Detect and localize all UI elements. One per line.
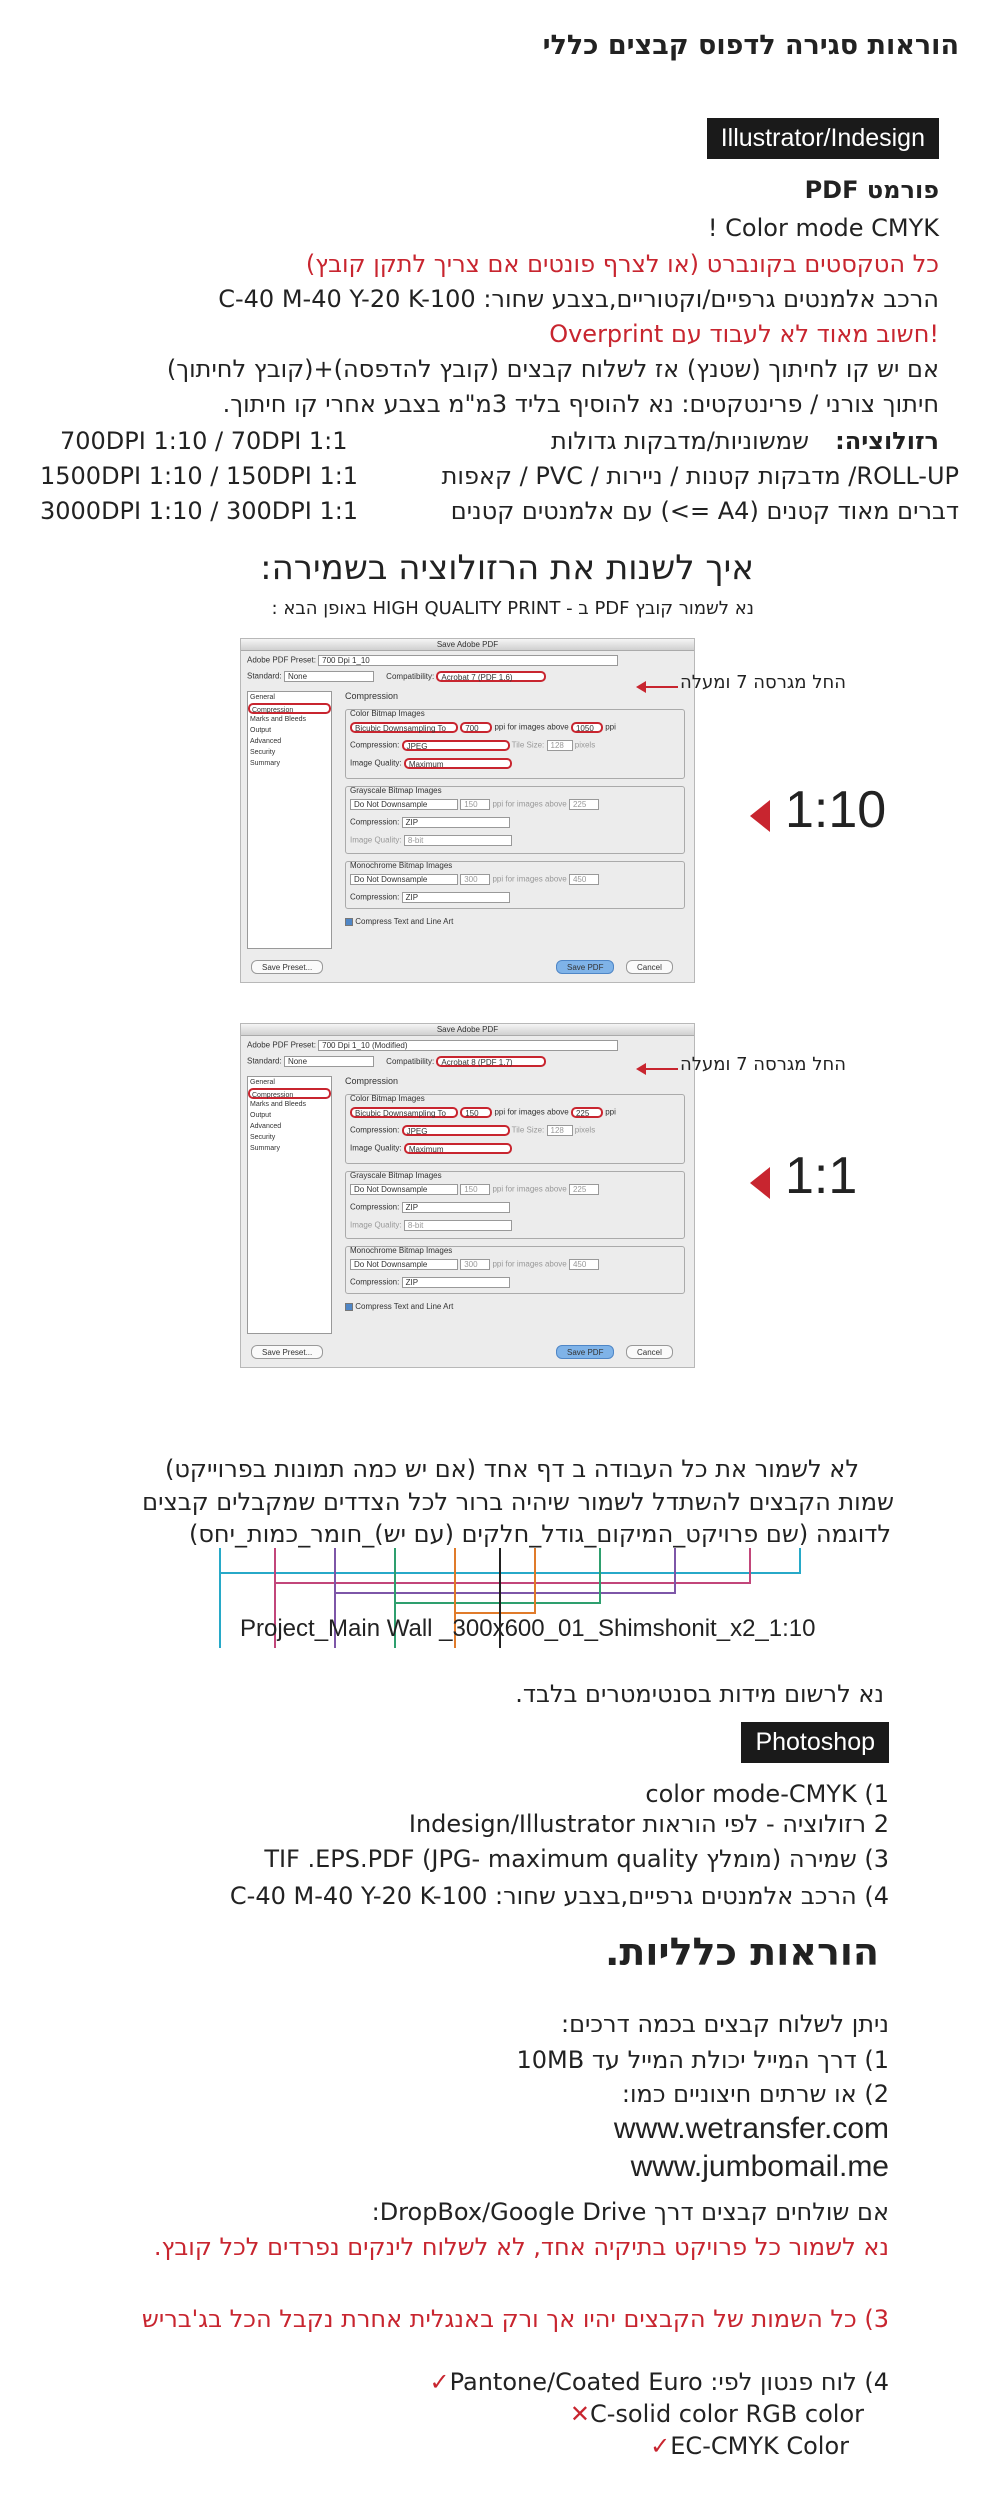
mono-compression-select[interactable]: ZIP [402,892,510,903]
panel-item-compression[interactable]: Compression [248,1088,331,1099]
monochrome-group [345,1246,685,1294]
grayscale-group [345,786,685,854]
compression-label: Compression: [350,1277,400,1287]
check-icon: ✓ [650,2432,671,2460]
pdf-format-line: פורמט PDF [804,176,939,204]
save-preset-button[interactable]: Save Preset... [251,1345,323,1359]
ec-text: EC-CMYK Color [670,2432,849,2460]
compress-checkbox[interactable] [345,918,353,926]
standard-select[interactable]: None [284,671,374,682]
panel-item[interactable]: Marks and Bleeds [250,716,307,723]
quality-label: Image Quality: [350,758,402,768]
how-to-change-heading: איך לשנות את הרזולוציה בשמירה: [260,548,754,588]
group-title: Color Bitmap Images [350,1094,425,1103]
monochrome-group [345,861,685,909]
ppi-label: ppi for images above [494,1107,569,1117]
connector-2 [275,1548,750,1583]
quality-select[interactable]: Maximum [404,758,512,769]
gray-downsample-select[interactable]: Do Not Downsample [350,1184,458,1195]
gray-downsample-select[interactable]: Do Not Downsample [350,799,458,810]
downsample-select[interactable]: Bicubic Downsampling To [350,722,458,733]
gray-ppi-above-input[interactable]: 225 [569,799,599,810]
quality-label: Image Quality: [350,835,402,845]
compat-note: החל מגרסה 7 ומעלה [680,672,846,693]
photoshop-item: 2 רזולוציה - לפי הוראות Indesign/Illustrator [408,1810,889,1838]
compat-select[interactable]: Acrobat 7 (PDF 1.6) [436,671,546,682]
group-title: Grayscale Bitmap Images [350,1171,442,1180]
color-bitmap-group [345,1094,685,1164]
compress-label: Compress Text and Line Art [355,917,454,926]
gray-quality-select[interactable]: 8-bit [404,835,512,846]
dialog-side-panel [247,691,332,949]
ppi-label: ppi for images above [492,799,567,809]
color-mode-line: Color mode CMYK ! [707,214,939,242]
photoshop-item: 3) שמירה (מומלץ JPG- maximum quality) TIF .EPS.PDF [264,1845,889,1873]
page-title: הוראות סגירה לדפוס קבצים כללי [542,30,959,61]
gray-ppi-above-input[interactable]: 225 [569,1184,599,1195]
gray-quality-select[interactable]: 8-bit [404,1220,512,1231]
ppi-input[interactable]: 700 [460,722,492,733]
cancel-button[interactable]: Cancel [626,960,673,974]
ratio-label: 1:10 [785,781,887,839]
x-icon: ✕ [569,2400,590,2428]
illustrator-indesign-tag: Illustrator/Indesign [707,118,939,159]
connector-4 [395,1548,600,1603]
compression-select[interactable]: JPEG [402,1125,510,1136]
tile-unit: pixels [574,1125,596,1135]
black-color-line: הרכב אלמנטים גרפיים/וקטוריים,בצבע שחור: C-40 M-40 Y-20 K-100 [218,285,939,313]
quality-select[interactable]: Maximum [404,1143,512,1154]
compat-select[interactable]: Acrobat 8 (PDF 1.7) [436,1056,546,1067]
panel-item[interactable]: General [250,694,275,701]
general-heading: הוראות כלליות. [604,1930,879,1974]
naming-line: לא לשמור את כל העבודה ב דף אחד (אם יש כמה תמונות בפרוייקט) [164,1455,859,1483]
external-line: 2) או שרתים חיצוניים כמו: [621,2080,889,2108]
connector-3 [335,1548,675,1593]
solid-text: C-solid color RGB color [590,2400,864,2428]
photoshop-tag: Photoshop [741,1722,889,1763]
resolution-row-text: דברים מאוד קטנים (A4 =>) עם אלמנטים קטנים [450,497,959,525]
section-title: Compression [345,1076,399,1086]
tile-input[interactable]: 128 [547,1125,573,1136]
dropbox-warning: נא לשמור כל פרויקט בתיקיה אחד, לא לשלוח לינקים נפרדים לכל קובץ. [153,2233,889,2261]
panel-item[interactable]: Advanced [250,738,282,745]
gray-compression-select[interactable]: ZIP [402,817,510,828]
dropbox-line: אם שולחים קבצים דרך DropBox/Google Drive: [371,2198,889,2226]
compat-note: החל מגרסה 7 ומעלה [680,1054,846,1075]
panel-item[interactable]: Marks and Bleeds [250,1101,307,1108]
panel-item[interactable]: Advanced [250,1123,282,1130]
standard-label: Standard: [247,671,282,681]
photoshop-item: 4) הרכב אלמנטים גרפיים,בצבע שחור: C-40 M-40 Y-20 K-100 [229,1882,889,1910]
naming-example: Project_Main Wall _300x600_01_Shimshonit_x2_1:10 [240,1615,816,1642]
group-title: Color Bitmap Images [350,709,425,718]
resolution-label: רזולוציה: [835,427,939,455]
grayscale-group [345,1171,685,1239]
solid-line [570,2400,864,2428]
preset-select[interactable]: 700 Dpi 1_10 (Modified) [318,1040,618,1051]
gray-compression-select[interactable]: ZIP [402,1202,510,1213]
compat-arrow-icon [636,1062,678,1076]
bleed-line: חיתוך צורני / פרינטקטים: נא להוסיף בליד 3מ"מ בצבע אחרי קו חיתוך. [222,390,939,418]
check-icon: ✓ [429,2368,450,2396]
compat-arrow-icon [636,680,678,694]
group-title: Monochrome Bitmap Images [350,1246,453,1255]
compress-checkbox[interactable] [345,1303,353,1311]
dialog-title: Save Adobe PDF [241,1024,694,1036]
gray-ppi-input[interactable]: 150 [460,799,490,810]
connector-1 [220,1548,800,1573]
preset-select[interactable]: 700 Dpi 1_10 [318,655,618,666]
ppi-above-input[interactable]: 225 [571,1107,603,1118]
mono-compression-select[interactable]: ZIP [402,1277,510,1288]
standard-select[interactable]: None [284,1056,374,1067]
resolution-row-text: שמשוניות/מדבקות גדולות [551,427,809,455]
ppi-input[interactable]: 150 [460,1107,492,1118]
ec-line [650,2432,849,2460]
standard-label: Standard: [247,1056,282,1066]
save-note: נא לשמור קובץ PDF ב - HIGH QUALITY PRINT באופן הבא : [271,598,754,619]
preset-label: Adobe PDF Preset: [247,655,316,665]
panel-item[interactable]: Security [250,1134,276,1141]
panel-item[interactable]: Security [250,749,276,756]
ppi-label: ppi for images above [492,1184,567,1194]
mono-downsample-select[interactable]: Do Not Downsample [350,874,458,885]
dialog-main [345,691,688,951]
mono-ppi-input[interactable]: 300 [460,874,490,885]
ppi-label: ppi for images above [494,722,569,732]
cm-note: נא לרשום מידות בסנטימטרים בלבד. [515,1680,884,1708]
wetransfer-link[interactable]: www.wetransfer.com [613,2112,889,2145]
mono-ppi-above-input[interactable]: 450 [569,874,599,885]
naming-line: שמות הקבצים להשתדל לשמור שיהיה ברור לכל הצדדים שמקבלים קבצים [142,1488,894,1516]
overprint-warning: !חשוב מאוד לא לעבוד עם Overprint [549,320,939,348]
dialog-main [345,1076,688,1336]
group-title: Grayscale Bitmap Images [350,786,442,795]
resolution-row-dpi: 700DPI 1:10 / 70DPI 1:1 [60,427,348,455]
mono-ppi-above-input[interactable]: 450 [569,1259,599,1270]
naming-example-format: לדוגמה (שם פרויקט_המיקום_גודל_חלקים (עם יש)_חומר_כמות_יחס) [188,1520,891,1548]
ppi-label: ppi for images above [492,1259,567,1269]
email-line: 1) דרך המייל יכולת המייל עד 10MB [516,2046,889,2074]
ppi-unit: ppi [605,722,616,732]
compression-label: Compression: [350,892,400,902]
resolution-row-dpi: 3000DPI 1:10 / 300DPI 1:1 [40,497,359,525]
group-title: Monochrome Bitmap Images [350,861,453,870]
convert-text-line: כל הטקסטים בקונברט (או לצרף פונטים אם צריך לתקן קובץ) [305,250,939,278]
compress-label: Compress Text and Line Art [355,1302,454,1311]
panel-item[interactable]: Output [250,727,272,734]
quality-label: Image Quality: [350,1143,402,1153]
compression-label: Compression: [350,817,400,827]
ppi-unit: ppi [605,1107,616,1117]
tile-unit: pixels [574,740,596,750]
tile-input[interactable]: 128 [547,740,573,751]
panel-item[interactable]: General [250,1079,275,1086]
save-pdf-dialog-2 [240,1023,695,1368]
pantone-line [429,2368,889,2396]
ratio-pointer-icon [750,1167,770,1199]
photoshop-item: 1) color mode-CMYK [645,1780,889,1808]
tile-label: Tile Size: [511,1125,545,1135]
ppi-label: ppi for images above [492,874,567,884]
save-pdf-button[interactable]: Save PDF [556,1345,614,1359]
save-preset-button[interactable]: Save Preset... [251,960,323,974]
compression-label: Compression: [350,1125,400,1135]
send-ways: ניתן לשלוח קבצים בכמה דרכים: [560,2010,889,2038]
panel-item[interactable]: Summary [250,760,280,767]
preset-label: Adobe PDF Preset: [247,1040,316,1050]
pantone-text: 4) לוח פנטון לפי: Pantone/Coated Euro [449,2368,889,2396]
mono-downsample-select[interactable]: Do Not Downsample [350,1259,458,1270]
die-cut-line: אם יש קו לחיתוך (שטנץ) אז לשלוח קבצים (קובץ להדפסה)+(קובץ לחיתוך) [166,355,939,383]
dialog-title: Save Adobe PDF [241,639,694,651]
ratio-pointer-icon [750,800,770,832]
quality-label: Image Quality: [350,1220,402,1230]
resolution-row-dpi: 1500DPI 1:10 / 150DPI 1:1 [40,462,359,490]
save-pdf-button[interactable]: Save PDF [556,960,614,974]
mono-ppi-input[interactable]: 300 [460,1259,490,1270]
tile-label: Tile Size: [511,740,545,750]
color-bitmap-group [345,709,685,779]
jumbomail-link[interactable]: www.jumbomail.me [630,2150,889,2183]
compression-label: Compression: [350,1202,400,1212]
gray-ppi-input[interactable]: 150 [460,1184,490,1195]
panel-item[interactable]: Output [250,1112,272,1119]
ratio-label: 1:1 [785,1147,858,1205]
english-names-warning: 3) כל השמות של הקבצים יהיו אך ורק באנגלית אחרת נקבל הכל בג'בריש [141,2305,889,2333]
compat-label: Compatibility: [386,671,435,681]
cancel-button[interactable]: Cancel [626,1345,673,1359]
compression-select[interactable]: JPEG [402,740,510,751]
downsample-select[interactable]: Bicubic Downsampling To [350,1107,458,1118]
compression-label: Compression: [350,740,400,750]
section-title: Compression [345,691,399,701]
save-pdf-dialog-1 [240,638,695,983]
panel-item[interactable]: Summary [250,1145,280,1152]
compat-label: Compatibility: [386,1056,435,1066]
panel-item-compression[interactable]: Compression [248,703,331,714]
resolution-row-text: ROLL-UP/ מדבקות קטנות / ניירות / PVC / קאפות [441,462,959,490]
dialog-side-panel [247,1076,332,1334]
ppi-above-input[interactable]: 1050 [571,722,603,733]
